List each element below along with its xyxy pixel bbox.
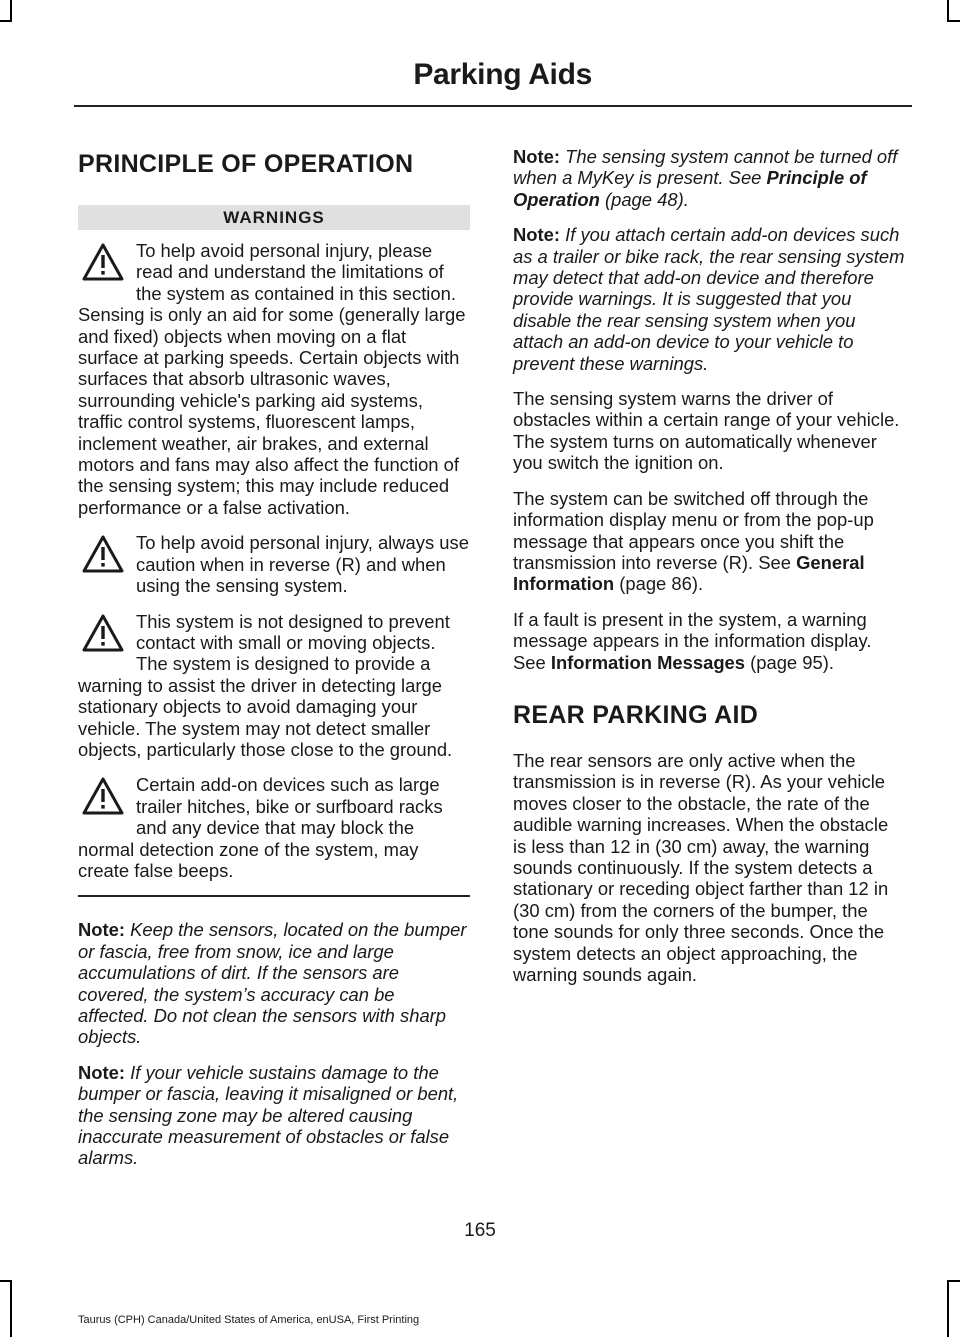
page-number: 165	[464, 1220, 496, 1241]
cross-reference-link[interactable]: Information Messages	[550, 651, 746, 673]
crop-mark	[10, 1280, 12, 1337]
note-text: Keep the sensors, located on the bumper or fascia, free from snow, ice and large accumulations of dirt. If the sensors are covered, the system’s accuracy can be affected. Do not clean the sensors with sharp objects.	[78, 919, 467, 1048]
warnings-end-divider	[78, 895, 470, 897]
footer-text: Taurus (CPH) Canada/United States of America, enUSA, First Printing	[78, 1314, 420, 1326]
note-label: Note:	[513, 146, 560, 167]
note-sensors-clean	[78, 919, 470, 1047]
warning-text: To help avoid personal injury, please read and understand the limitations of the system as contained in this section. Sensing is only an aid for some (generally large and fixed) objects when moving on a flat surface at parking speeds. Certain objects with surfaces that absorb ultrasonic waves, surrounding vehicle's parking aid systems, traffic control systems, fluorescent lamps, inclement weather, air brakes, and external motors and fans may also affect the function of the sensing system; this may include reduced performance or a false activation.	[78, 240, 466, 518]
warning-text: To help avoid personal injury, always use caution when in reverse (R) and when using the sensing system.	[136, 532, 469, 597]
paragraph-fault	[513, 609, 905, 673]
note-text: If you attach certain add-on devices such as a trailer or bike rack, the rear sensing system may detect that add-on device and therefore provide warnings. It is suggested that you disable the rear sensing system when you attach an add-on device to your vehicle to prevent these warnings.	[513, 224, 905, 374]
note-add-on-devices	[513, 224, 905, 374]
crop-mark	[947, 1280, 960, 1282]
page-reference: (page 95).	[745, 651, 834, 673]
note-mykey	[513, 146, 905, 210]
paragraph-sensing-warns: The sensing system warns the driver of obstacles within a certain range of your vehicle. The system turns on automatically whenever you switch the ignition on.	[513, 388, 900, 474]
section-heading-rear-parking-aid: REAR PARKING AID	[513, 700, 759, 729]
crop-mark	[10, 0, 12, 22]
warning-item	[78, 240, 470, 518]
warning-item	[78, 774, 470, 881]
paragraph-switch-off	[513, 488, 905, 595]
crop-mark	[0, 1280, 12, 1282]
note-text: The sensing system cannot be turned off when a MyKey is present. See	[513, 146, 898, 189]
page-header-title: Parking Aids	[413, 58, 592, 91]
left-column	[78, 146, 470, 1183]
note-label: Note:	[78, 1061, 125, 1083]
warning-triangle-icon	[82, 776, 124, 816]
crop-mark	[947, 0, 949, 22]
warning-triangle-icon	[82, 613, 124, 653]
crop-mark	[947, 1280, 949, 1337]
note-bumper-damage	[78, 1062, 470, 1169]
note-text: If your vehicle sustains damage to the bumper or fascia, leaving it misaligned or bent, the sensing zone may be altered causing inaccurate measurement of obstacles or false alarms.	[78, 1061, 459, 1169]
crop-mark	[947, 20, 960, 22]
section-heading-principle: PRINCIPLE OF OPERATION	[78, 150, 414, 178]
note-label: Note:	[78, 919, 125, 941]
warning-item	[78, 611, 470, 761]
warning-text: Certain add-on devices such as large trailer hitches, bike or surfboard racks and any device that may block the normal detection zone of the system, may create false beeps.	[78, 774, 443, 881]
warning-text: This system is not designed to prevent contact with small or moving objects. The system is designed to provide a warning to assist the driver in detecting large stationary objects to avoid damaging your vehicle. The system may not detect smaller objects, particularly those close to the ground.	[78, 610, 453, 760]
right-column	[513, 146, 905, 999]
paragraph-text: The system can be switched off through the information display menu or from the pop-up message that appears once you shift the transmission into reverse (R). See	[513, 487, 874, 573]
header-divider	[74, 105, 912, 107]
cross-reference-link[interactable]: General Information	[513, 551, 865, 595]
paragraph-text: If a fault is present in the system, a warning message appears in the information display. See	[513, 608, 872, 673]
warning-triangle-icon	[82, 242, 124, 282]
warning-item	[78, 532, 470, 596]
page-reference: (page 48).	[599, 188, 689, 210]
page-reference: (page 86).	[614, 573, 704, 595]
warnings-header: WARNINGS	[78, 205, 470, 230]
paragraph-rear-sensors: The rear sensors are only active when the transmission is in reverse (R). As your vehicle moves closer to the obstacle, the rate of the audible warning increases. When the obstacle is less than 12 in (30 cm) away, the warning sounds continuously. If the system detects a stationary or receding object farther than 12 in (30 cm) from the corners of the bumper, the tone sounds for only three seconds. Once the system detects an object approaching, the warning sounds again.	[513, 749, 889, 985]
cross-reference-link[interactable]: Principle of Operation	[513, 167, 867, 210]
crop-mark	[0, 20, 12, 22]
note-label: Note:	[513, 224, 560, 246]
warning-triangle-icon	[82, 534, 124, 574]
